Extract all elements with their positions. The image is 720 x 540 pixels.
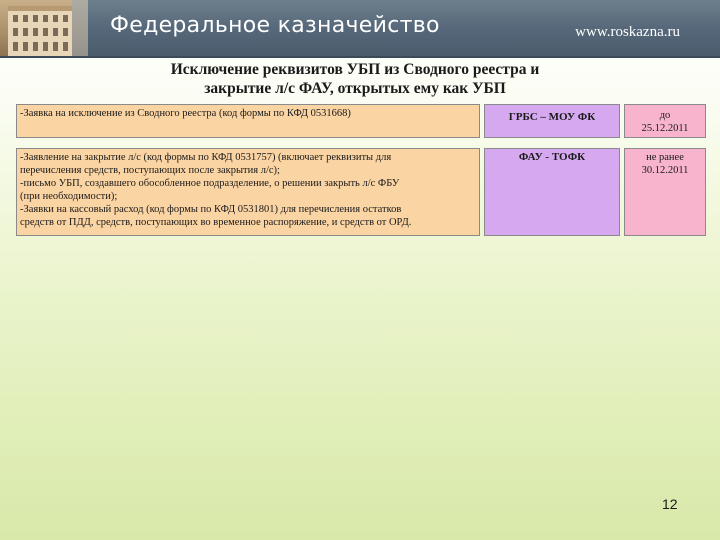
slide-title [120,60,590,98]
document-line: средств от ПДД, средств, поступающих во временное распоряжение, и средств от ОРД. [20,217,412,228]
deadline-line-2: 30.12.2011 [641,165,689,176]
table-row-1-participants [484,104,620,138]
slide-title-line-2: закрытие л/с ФАУ, открытых ему как УБП [204,80,506,97]
deadline-line-1: не ранее [646,152,684,163]
deadline-line-1: до [659,110,671,121]
document-line: (при необходимости); [20,191,118,202]
document-line: -Заявки на кассовый расход (код формы по КФД 0531801) для перечисления остатков [20,204,402,215]
header-url: www.roskazna.ru [575,24,680,40]
document-line: -Заявка на исключение из Сводного реестра (код формы по КФД 0531668) [20,108,351,119]
participants-label: ФАУ - ТОФК [518,151,586,163]
document-line: перечисления средств, поступающих после закрытия л/с); [20,165,280,176]
table-row-2-participants [484,148,620,236]
header-title: Федеральное казначейство [110,13,440,38]
table-row-2-documents [16,148,480,236]
header-bar [0,0,720,58]
treasury-building-logo [0,0,88,56]
table-row-2-deadline [624,148,706,236]
participants-label: ГРБС – МОУ ФК [508,111,596,123]
table-row-1-deadline [624,104,706,138]
table-row-1-documents [16,104,480,138]
deadline-line-2: 25.12.2011 [641,123,689,134]
page-number: 12 [662,496,678,512]
document-line: -письмо УБП, создавшего обособленное подразделение, о решении закрыть л/с ФБУ [20,178,400,189]
document-line: -Заявление на закрытие л/с (код формы по КФД 0531757) (включает реквизиты для [20,152,392,163]
slide-title-line-1: Исключение реквизитов УБП из Сводного реестра и [170,61,540,78]
